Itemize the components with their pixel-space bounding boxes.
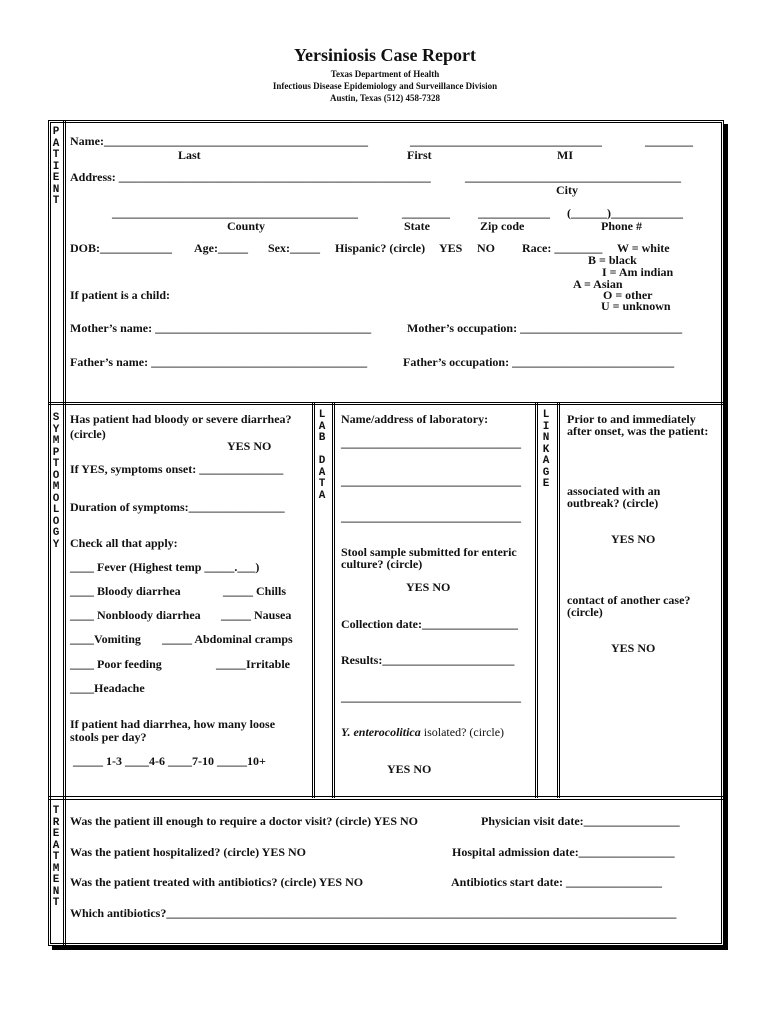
agency-name: Texas Department of Health xyxy=(330,69,440,79)
side-label-letter: L xyxy=(542,409,550,421)
headache-checkbox[interactable]: ____Headache xyxy=(70,681,145,695)
bloody-diarrhea-checkbox[interactable]: ____ Bloody diarrhea xyxy=(70,584,181,598)
side-label-letter: O xyxy=(52,469,60,482)
county-caption: County xyxy=(227,219,266,233)
race-legend-white: W = white xyxy=(617,241,670,255)
chills-checkbox[interactable]: _____ Chills xyxy=(223,584,287,598)
middle-initial-caption: MI xyxy=(557,148,573,162)
loose-stools-options[interactable]: _____ 1-3 ____4-6 ____7-10 _____10+ xyxy=(73,754,266,768)
treatment-section-divider xyxy=(48,796,724,800)
last-name-caption: Last xyxy=(178,148,201,162)
side-label-letter: M xyxy=(52,862,60,875)
side-label-letter: P xyxy=(52,446,60,459)
dob-field[interactable]: DOB:____________ xyxy=(70,241,172,255)
first-name-caption: First xyxy=(407,148,432,162)
linkage-side-label xyxy=(540,410,552,491)
side-label-letter: T xyxy=(52,897,60,909)
phone-field[interactable]: (______)____________ xyxy=(567,206,683,220)
child-heading: If patient is a child: xyxy=(70,288,171,302)
father-occupation-field[interactable]: Father’s occupation: ___________________________ xyxy=(403,355,675,369)
abdominal-cramps-checkbox[interactable]: _____ Abdominal cramps xyxy=(162,632,293,646)
linkage-column-right-divider xyxy=(557,402,560,798)
side-label-letter: A xyxy=(52,137,60,150)
linkage-column-left-divider xyxy=(535,402,538,798)
side-label-letter: E xyxy=(52,172,60,184)
state-caption: State xyxy=(404,219,430,233)
loose-stools-question: If patient had diarrhea, how many loose xyxy=(70,717,276,731)
physician-visit-date-field[interactable]: Physician visit date:________________ xyxy=(481,814,680,828)
side-label-column-divider xyxy=(63,120,66,946)
side-label-letter: K xyxy=(542,443,550,456)
bloody-diarrhea-circle-note: (circle) xyxy=(70,427,106,441)
zip-field[interactable]: ____________ xyxy=(478,206,550,220)
mother-occupation-field[interactable]: Mother’s occupation: ___________________________ xyxy=(407,321,683,335)
age-field[interactable]: Age:_____ xyxy=(194,241,248,255)
side-label-letter: G xyxy=(52,527,60,539)
side-label-letter: R xyxy=(52,816,60,829)
patient-side-label xyxy=(50,127,62,208)
y-enterocolitica-species: Y. enterocolitica xyxy=(341,725,421,739)
side-label-letter: T xyxy=(52,149,60,161)
state-field[interactable]: ________ xyxy=(402,206,450,220)
nausea-checkbox[interactable]: _____ Nausea xyxy=(221,608,292,622)
poor-feeding-checkbox[interactable]: ____ Poor feeding xyxy=(70,657,162,671)
side-label-letter: N xyxy=(52,885,60,898)
race-legend-amindian: I = Am indian xyxy=(602,265,674,279)
agency-address: Austin, Texas (512) 458-7328 xyxy=(329,93,440,103)
side-label-letter: E xyxy=(542,478,550,490)
side-label-letter: E xyxy=(52,874,60,886)
outbreak-question: associated with an xyxy=(567,484,661,498)
results-field[interactable]: Results:______________________ xyxy=(341,653,515,667)
side-label-letter: A xyxy=(52,839,60,852)
side-label-letter: G xyxy=(542,466,550,479)
contact-question: contact of another case? xyxy=(567,593,691,607)
check-all-heading: Check all that apply: xyxy=(70,536,178,550)
side-label-letter: P xyxy=(52,126,60,138)
race-legend-unknown: U = unknown xyxy=(601,299,671,313)
side-label-letter: T xyxy=(52,851,60,863)
side-label-letter: I xyxy=(52,160,60,173)
patient-section-divider xyxy=(48,402,724,405)
side-label-letter: Y xyxy=(52,423,60,436)
symptoms-duration-field[interactable]: Duration of symptoms:________________ xyxy=(70,500,285,514)
hispanic-yes-option[interactable]: YES xyxy=(439,241,463,255)
y-enterocolitica-question xyxy=(341,725,504,739)
side-label-letter: E xyxy=(52,828,60,840)
symptomology-side-label xyxy=(50,413,62,551)
treatment-side-label xyxy=(50,806,62,910)
linkage-prior-question-cont: after onset, was the patient: xyxy=(567,424,709,438)
nonbloody-diarrhea-checkbox[interactable]: ____ Nonbloody diarrhea xyxy=(70,608,201,622)
lab-name-address-label: Name/address of laboratory: xyxy=(341,412,489,426)
antibiotics-question[interactable]: Was the patient treated with antibiotics? (circle) YES NO xyxy=(70,875,364,889)
side-label-letter: T xyxy=(52,458,60,470)
division-name: Infectious Disease Epidemiology and Surveillance Division xyxy=(272,81,498,91)
side-label-letter: A xyxy=(318,489,326,502)
lab-address-line-2[interactable]: ______________________________ xyxy=(341,474,521,488)
irritable-checkbox[interactable]: _____Irritable xyxy=(216,657,290,671)
side-label-letter: A xyxy=(318,420,326,433)
page-title: Yersiniosis Case Report xyxy=(294,45,476,65)
symptoms-onset-field[interactable]: If YES, symptoms onset: ______________ xyxy=(70,462,284,476)
lab-column-right-divider xyxy=(332,402,335,798)
stool-sample-circle-note: culture? (circle) xyxy=(341,557,423,571)
frame-shadow-right xyxy=(724,124,728,950)
side-label-letter: T xyxy=(52,805,60,817)
side-label-letter: T xyxy=(318,478,326,490)
frame-shadow-bottom xyxy=(52,946,728,950)
collection-date-field[interactable]: Collection date:________________ xyxy=(341,617,518,631)
lab-address-line-1[interactable]: ______________________________ xyxy=(341,436,521,450)
mother-name-field[interactable]: Mother’s name: ____________________________________ xyxy=(70,321,372,335)
side-label-letter: L xyxy=(318,409,326,421)
fever-checkbox[interactable]: ____ Fever (Highest temp _____.___) xyxy=(70,560,260,574)
contact-question-cont: (circle) xyxy=(567,605,603,619)
y-enterocolitica-yes-no[interactable]: YES NO xyxy=(387,762,432,776)
outbreak-yes-no[interactable]: YES NO xyxy=(611,532,656,546)
county-field[interactable]: _________________________________________ xyxy=(112,206,358,220)
race-legend-other: O = other xyxy=(603,288,653,302)
race-field[interactable]: Race: ________ xyxy=(522,241,603,255)
side-label-letter: M xyxy=(52,435,60,447)
zip-caption: Zip code xyxy=(480,219,525,233)
side-label-letter: D xyxy=(318,455,326,467)
father-name-field[interactable]: Father’s name: ____________________________________ xyxy=(70,355,368,369)
loose-stools-question-cont: stools per day? xyxy=(70,730,147,744)
city-field[interactable]: ____________________________________ xyxy=(465,170,681,184)
contact-yes-no[interactable]: YES NO xyxy=(611,641,656,655)
race-legend-black: B = black xyxy=(588,253,637,267)
linkage-prior-question: Prior to and immediately xyxy=(567,412,696,426)
side-label-letter: B xyxy=(318,432,326,444)
results-line-2[interactable]: ______________________________ xyxy=(341,690,521,704)
lab-data-side-label xyxy=(316,410,328,502)
antibiotics-start-date-field[interactable]: Antibiotics start date: ________________ xyxy=(451,875,662,889)
phone-caption: Phone # xyxy=(601,219,643,233)
name-field[interactable]: Name:____________________________________________ xyxy=(70,134,368,148)
hispanic-no-option[interactable]: NO xyxy=(477,241,495,255)
lab-column-left-divider xyxy=(312,402,315,798)
stool-sample-yes-no[interactable]: YES NO xyxy=(406,580,451,594)
vomiting-checkbox[interactable]: ____Vomiting xyxy=(70,632,141,646)
city-caption: City xyxy=(556,183,578,197)
hospitalized-question[interactable]: Was the patient hospitalized? (circle) YES NO xyxy=(70,845,306,859)
side-label-letter: O xyxy=(52,515,60,528)
side-label-letter: A xyxy=(318,466,326,479)
side-label-letter: N xyxy=(542,432,550,444)
side-label-letter: M xyxy=(52,481,60,493)
first-name-field[interactable]: ________________________________ xyxy=(410,134,602,148)
hispanic-question: Hispanic? (circle) xyxy=(335,241,426,255)
side-label-letter: O xyxy=(52,492,60,505)
side-label-letter: I xyxy=(542,420,550,433)
sex-field[interactable]: Sex:_____ xyxy=(268,241,320,255)
doctor-visit-question[interactable]: Was the patient ill enough to require a doctor visit? (circle) YES NO xyxy=(70,814,418,828)
lab-address-line-3[interactable]: ______________________________ xyxy=(341,510,521,524)
side-label-letter: N xyxy=(52,183,60,196)
bloody-diarrhea-question: Has patient had bloody or severe diarrhea? xyxy=(70,412,292,426)
side-label-letter: S xyxy=(52,412,60,424)
bloody-diarrhea-yes-no[interactable]: YES NO xyxy=(227,439,272,453)
hospital-admission-date-field[interactable]: Hospital admission date:________________ xyxy=(452,845,675,859)
side-label-letter: A xyxy=(542,455,550,467)
stool-sample-question: Stool sample submitted for enteric xyxy=(341,545,517,559)
address-field[interactable]: Address: ____________________________________________________ xyxy=(70,170,431,184)
outbreak-question-cont: outbreak? (circle) xyxy=(567,496,659,510)
side-label-letter: Y xyxy=(52,538,60,551)
which-antibiotics-field[interactable]: Which antibiotics?_____________________________________________________________________________________ xyxy=(70,906,677,920)
race-legend-asian: A = Asian xyxy=(573,277,623,291)
middle-initial-field[interactable]: ________ xyxy=(645,134,693,148)
side-label-letter: L xyxy=(52,504,60,516)
side-label-letter: T xyxy=(52,195,60,207)
y-enterocolitica-question-text: isolated? (circle) xyxy=(420,725,505,739)
